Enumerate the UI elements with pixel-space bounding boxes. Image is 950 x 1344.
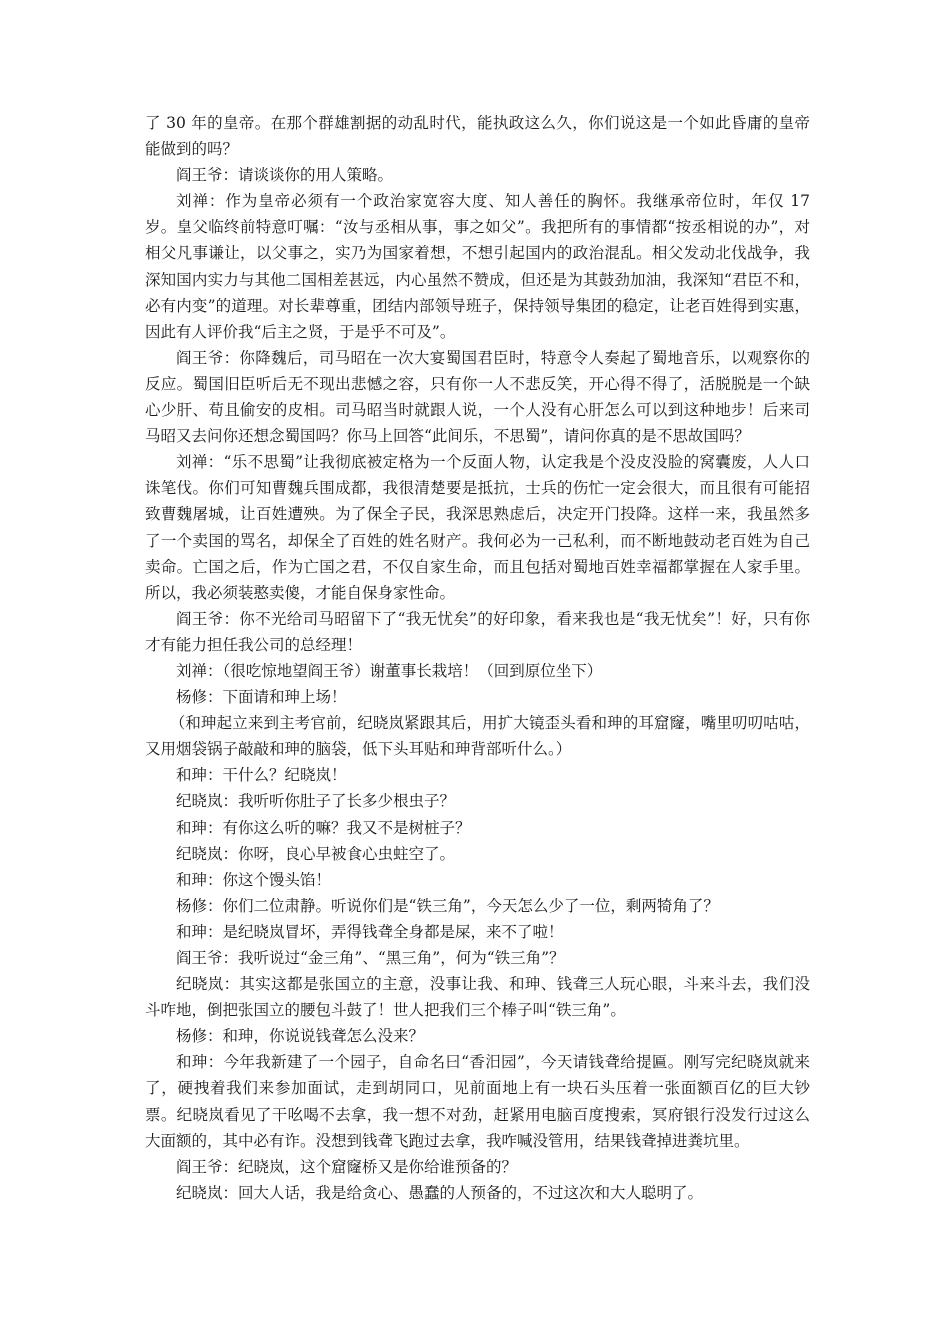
dialogue-line: 和珅：你这个馒头馅！ [176,870,332,889]
dialogue-line: 刘禅：作为皇帝必须有一个政治家宽容大度、知人善任的胸怀。我继承帝位时，年仅 17 岁。皇父临终前特意叮嘱：“汝与丞相从事，事之如父”。我把所有的事情都“按丞相说的办”，对相父凡事谦让，以父事之，实乃为国家着想，不想引起国内的政治混乱。相父发动北伐战争，我深知国内实力与其他二国相差甚远，内心虽然不赞成，但还是为其鼓劲加油，我深知“君臣不和，必有内变”的道理。对长辈尊重，团结内部领导班子，保持领导集团的稳定，让老百姓得到实惠，因此有人评价我“后主之贤，于是乎不可及”。 [145,192,810,341]
stage-direction: （和珅起立来到主考官前，纪晓岚紧跟其后，用扩大镜歪头看和珅的耳窟窿，嘴里叨叨咕咕，又用烟袋锅子敲敲和珅的脑袋，低下头耳贴和珅背部听什么。） [145,714,810,759]
dialogue-line: 和珅：今年我新建了一个园子，自命名曰“香汨园”，今天请钱聋给提匾。刚写完纪晓岚就来了，硬拽着我们来参加面试，走到胡同口，见前面地上有一块石头压着一张面额百亿的巨大钞票。纪晓岚看见了干吆喝不去拿，我一想不对劲，赶紧用电脑百度搜索，冥府银行没发行过这么大面额的，其中必有诈。没想到钱聋飞跑过去拿，我咋喊没管用，结果钱聋掉进粪坑里。 [145,1053,810,1150]
dialogue-line: 阎王爷：纪晓岚，这个窟窿桥又是你给谁预备的？ [176,1157,518,1176]
dialogue-line: 和珅：有你这么听的嘛？我又不是树桩子？ [176,818,471,837]
dialogue-line: 杨修：你们二位肃静。听说你们是“铁三角”，今天怎么少了一位，剩两犄角了？ [176,896,719,915]
dialogue-line: 刘禅：（很吃惊地望阎王爷）谢董事长栽培！（回到原位坐下） [176,661,603,680]
dialogue-line: 阎王爷：你降魏后，司马昭在一次大宴蜀国君臣时，特意令人奏起了蜀地音乐，以观察你的反应。蜀国旧臣听后无不现出悲憾之容，只有你一人不悲反笑，开心得不得了，活脱脱是一个缺心少肝、苟且偷安的皮相。司马昭当时就跟人说，一个人没有心肝怎么可以到这种地步！后来司马昭又去问你还想念蜀国吗？你马上回答“此间乐，不思蜀”，请问你真的是不思故国吗？ [145,348,810,446]
document-body [145,110,810,1206]
dialogue-line: 纪晓岚：我听听你肚子了长多少根虫子？ [176,792,456,811]
paragraph-continuation: 了 30 年的皇帝。在那个群雄割据的动乱时代，能执政这么久，你们说这是一个如此昏庸的皇帝能做到的吗？ [145,114,810,159]
dialogue-line: 纪晓岚：其实这都是张国立的主意，没事让我、和珅、钱聋三人玩心眼，斗来斗去，我们没斗咋地，倒把张国立的腰包斗鼓了！世人把我们三个棒子叫“铁三角”。 [145,975,810,1020]
dialogue-line: 刘禅：“乐不思蜀”让我彻底被定格为一个反面人物，认定我是个没皮没脸的窝囊废，人人口诛笔伐。你们可知曹魏兵围成都，我很清楚要是抵抗，士兵的伤忙一定会很大，而且很有可能招致曹魏屠城，让百姓遭殃。为了保全子民，我深思熟虑后，决定开门投降。这样一来，我虽然多了一个卖国的骂名，却保全了百姓的姓名财产。我何必为一己私利，而不断地鼓动老百姓为自己卖命。亡国之后，作为亡国之君，不仅自家生命，而且包括对蜀地百姓幸福都掌握在人家手里。所以，我必须装憨卖傻，才能自保身家性命。 [145,453,810,602]
dialogue-line: 杨修：和珅，你说说钱聋怎么没来？ [176,1027,425,1046]
dialogue-line: 阎王爷：你不光给司马昭留下了“我无忧矣”的好印象，看来我也是“我无忧矣”！好，只有你才有能力担任我公司的总经理！ [145,609,810,654]
dialogue-line: 和珅：是纪晓岚冒坏，弄得钱聋全身都是屎，来不了啦！ [176,922,564,941]
dialogue-line: 阎王爷：我听说过“金三角”、“黑三角”，何为“铁三角”？ [176,949,565,967]
dialogue-line: 和珅：干什么？纪晓岚！ [176,766,347,785]
dialogue-line: 阎王爷：请谈谈你的用人策略。 [176,166,394,185]
dialogue-line: 纪晓岚：回大人话，我是给贪心、愚蠢的人预备的，不过这次和大人聪明了。 [176,1183,704,1202]
dialogue-line: 纪晓岚：你呀，良心早被食心虫蛀空了。 [176,844,456,863]
dialogue-line: 杨修：下面请和珅上场！ [176,688,347,707]
